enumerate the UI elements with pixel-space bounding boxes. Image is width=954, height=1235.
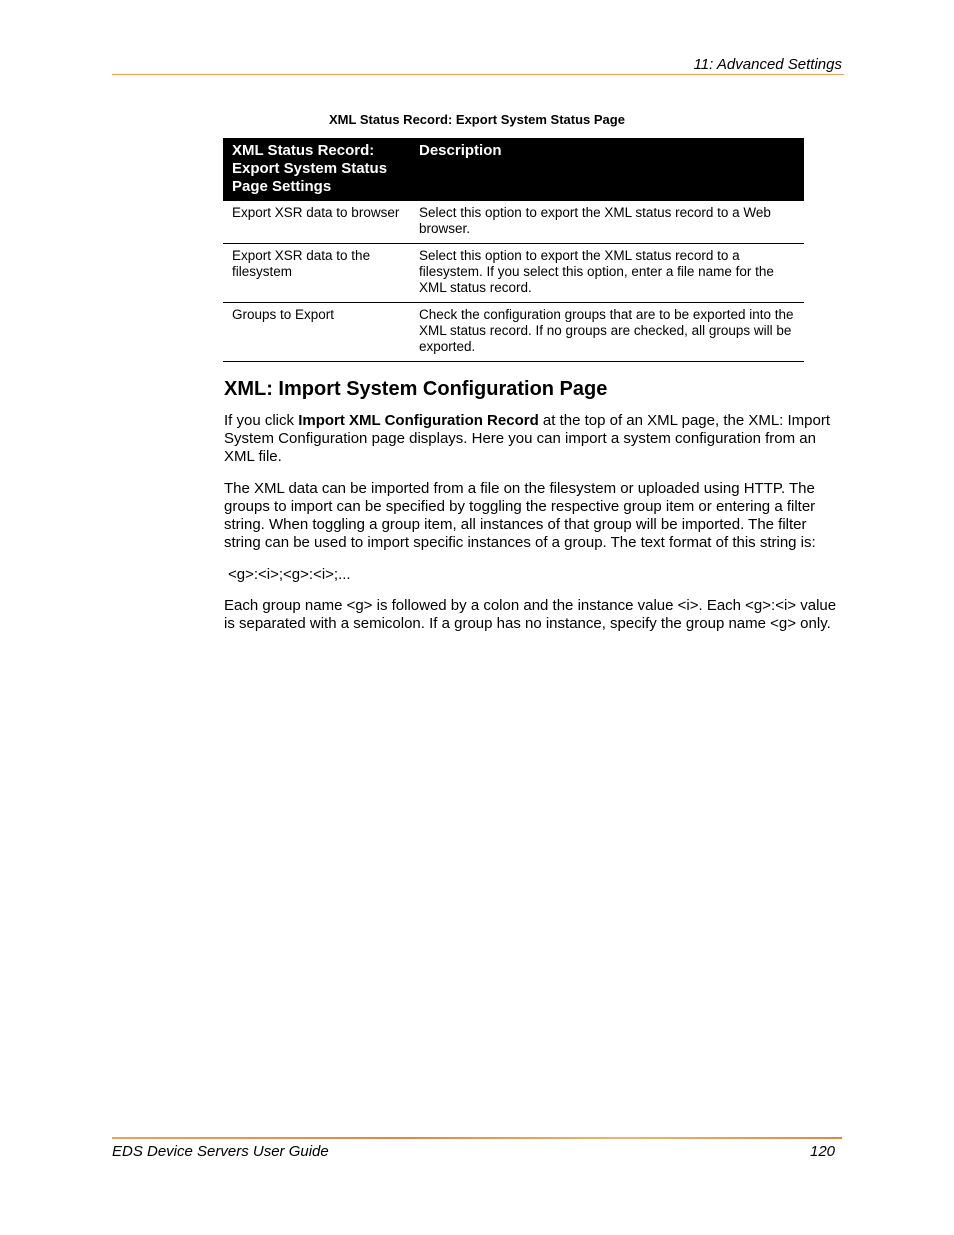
import-paragraph: The XML data can be imported from a file on the filesystem or uploaded using HTTP. The groups to import can be specified by toggling the respective group item or entering a filter string. When toggling a group item, all instances of that group will be imported. The filter string can be used to import specific instances of a group. The text format of this string is: xyxy=(224,480,816,551)
settings-table xyxy=(223,138,804,362)
table-caption: XML Status Record: Export System Status Page xyxy=(329,112,625,127)
import-record-term: Import XML Configuration Record xyxy=(298,412,539,429)
chapter-header: 11: Advanced Settings xyxy=(693,56,842,73)
setting-name: Groups to Export xyxy=(223,303,410,362)
filter-format: <g>:<i>;<g>:<i>;... xyxy=(228,566,351,583)
column-header-description: Description xyxy=(410,138,804,201)
setting-name: Export XSR data to browser xyxy=(223,201,410,244)
table-row xyxy=(223,244,804,303)
table-header-row xyxy=(223,138,804,201)
table-row xyxy=(223,201,804,244)
intro-text-after: at the top of an XML page, the XML: Import System Configuration page displays. Here you can import a system configuration from an XML file. xyxy=(224,412,831,465)
format-explanation: Each group name <g> is followed by a colon and the instance value <i>. Each <g>:<i> value is separated with a semicolon. If a group has no instance, specify the group name <g> only. xyxy=(224,597,837,632)
setting-name: Export XSR data to the filesystem xyxy=(223,244,410,303)
setting-description: Select this option to export the XML status record to a Web browser. xyxy=(410,201,804,244)
table-row xyxy=(223,303,804,362)
intro-text-before: If you click xyxy=(224,412,299,429)
header-rule xyxy=(112,74,844,75)
footer-title: EDS Device Servers User Guide xyxy=(112,1143,329,1160)
column-header-settings: XML Status Record: Export System Status Page Settings xyxy=(223,138,410,201)
setting-description: Select this option to export the XML status record to a filesystem. If you select this option, enter a file name for the XML status record. xyxy=(410,244,804,303)
setting-description: Check the configuration groups that are to be exported into the XML status record. If no groups are checked, all groups will be exported. xyxy=(410,303,804,362)
page-number: 120 xyxy=(810,1143,836,1160)
section-title: XML: Import System Configuration Page xyxy=(224,378,608,400)
footer-rule xyxy=(112,1137,842,1139)
intro-paragraph xyxy=(224,412,846,466)
